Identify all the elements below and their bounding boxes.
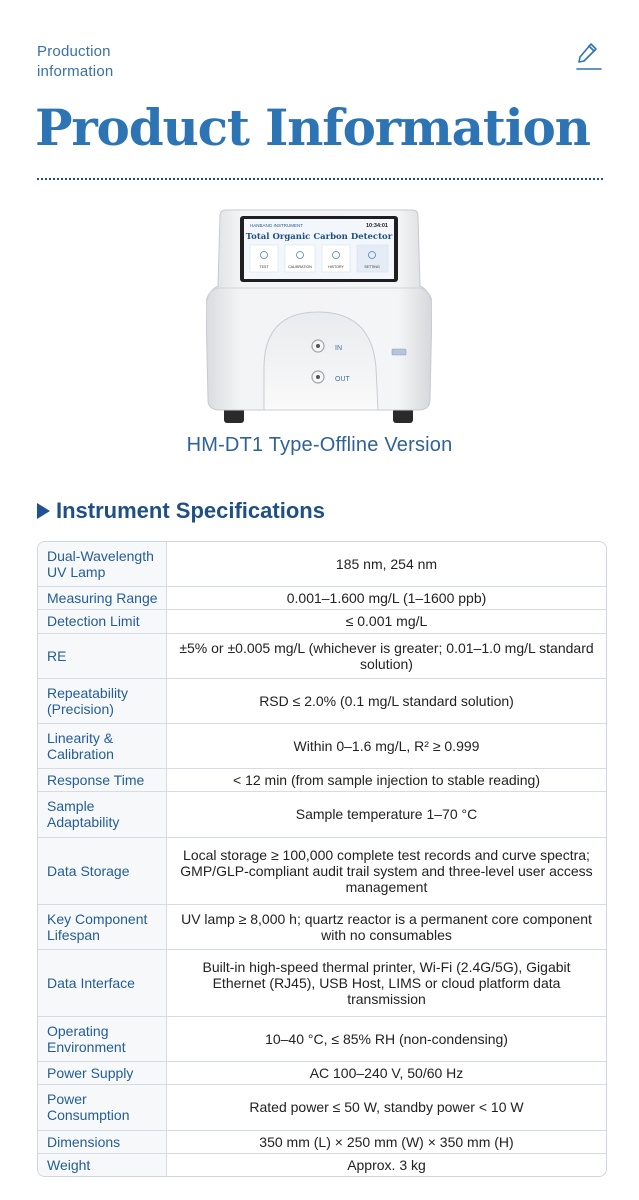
spec-value: < 12 min (from sample injection to stable reading) xyxy=(167,769,607,792)
screen-title: Total Organic Carbon Detector xyxy=(245,232,393,242)
table-row xyxy=(38,837,606,904)
spec-value: UV lamp ≥ 8,000 h; quartz reactor is a permanent core component with no consumables xyxy=(167,904,607,949)
spec-label: Power Supply xyxy=(38,1062,167,1085)
table-row xyxy=(38,1130,606,1153)
section-label xyxy=(37,42,113,82)
screen-btn-calibration: CALIBRATION xyxy=(288,265,312,269)
page-title: Product Information xyxy=(35,98,590,157)
spec-label: Linearity & Calibration xyxy=(38,723,167,768)
screen-btn-history: HISTORY xyxy=(328,265,344,269)
spec-value: Sample temperature 1–70 °C xyxy=(167,792,607,837)
section-label-line1: Production xyxy=(37,43,111,60)
product-caption: HM-DT1 Type-Offline Version xyxy=(186,434,453,456)
screen-time: 10:34:01 xyxy=(365,223,388,229)
port-out-label: OUT xyxy=(335,376,350,383)
table-row xyxy=(38,542,606,587)
table-row xyxy=(38,1062,606,1085)
table-row xyxy=(38,678,606,723)
spec-label: Dual-Wavelength UV Lamp xyxy=(38,542,167,587)
spec-label: RE xyxy=(38,633,167,678)
section-label-line2: information xyxy=(37,63,114,80)
spec-value: AC 100–240 V, 50/60 Hz xyxy=(167,1062,607,1085)
spec-value: 0.001–1.600 mg/L (1–1600 ppb) xyxy=(167,587,607,610)
spec-label: Response Time xyxy=(38,769,167,792)
spec-label: Operating Environment xyxy=(38,1016,167,1061)
table-row xyxy=(38,949,606,1016)
spec-value: 185 nm, 254 nm xyxy=(167,542,607,587)
table-row xyxy=(38,1016,606,1061)
spec-label: Data Interface xyxy=(38,949,167,1016)
product-image xyxy=(206,208,432,428)
spec-value: Approx. 3 kg xyxy=(347,1156,426,1173)
spec-label: Detection Limit xyxy=(38,610,167,633)
spec-label: Dimensions xyxy=(38,1130,167,1153)
spec-label: Repeatability (Precision) xyxy=(38,678,167,723)
spec-label: Power Consumption xyxy=(38,1085,167,1130)
spec-label: Data Storage xyxy=(38,837,167,904)
port-in-label: IN xyxy=(335,345,342,352)
table-row xyxy=(38,610,606,633)
divider xyxy=(37,178,603,180)
spec-label: Key Component Lifespan xyxy=(38,904,167,949)
spec-label: Measuring Range xyxy=(38,587,167,610)
screen-btn-setting: SETTING xyxy=(364,265,380,269)
spec-value: Within 0–1.6 mg/L, R² ≥ 0.999 xyxy=(167,723,607,768)
screen-btn-test: TEST xyxy=(259,265,269,269)
table-row xyxy=(38,587,606,610)
specs-heading-text: Instrument Specifications xyxy=(56,498,325,523)
spec-value: Rated power ≤ 50 W, standby power < 10 W xyxy=(167,1085,607,1130)
spec-value: RSD ≤ 2.0% (0.1 mg/L standard solution) xyxy=(167,678,607,723)
table-row xyxy=(38,904,606,949)
table-row xyxy=(38,633,606,678)
table-row xyxy=(38,1153,606,1176)
spec-value: Local storage ≥ 100,000 complete test records and curve spectra; GMP/GLP-compliant audit trail system and three-level user access management xyxy=(167,837,607,904)
edit-pencil-icon[interactable] xyxy=(574,40,604,72)
spec-label: Sample Adaptability xyxy=(38,792,167,837)
table-row xyxy=(38,1085,606,1130)
spec-label: Weight xyxy=(38,1153,167,1176)
table-row xyxy=(38,723,606,768)
spec-value: ≤ 0.001 mg/L xyxy=(167,610,607,633)
spec-value: 10–40 °C, ≤ 85% RH (non-condensing) xyxy=(167,1016,607,1061)
spec-value: ±5% or ±0.005 mg/L (whichever is greater; 0.01–1.0 mg/L standard solution) xyxy=(167,633,607,678)
spec-value: 350 mm (L) × 250 mm (W) × 350 mm (H) xyxy=(167,1130,607,1153)
play-triangle-icon xyxy=(37,503,50,519)
spec-value: Built-in high-speed thermal printer, Wi-Fi (2.4G/5G), Gigabit Ethernet (RJ45), USB Host, LIMS or cloud platform data transmission xyxy=(167,949,607,1016)
specs-heading xyxy=(37,496,325,526)
specs-table xyxy=(37,541,607,1177)
table-row xyxy=(38,769,606,792)
screen-brand: HANBANG INSTRUMENT xyxy=(250,223,304,228)
table-row xyxy=(38,792,606,837)
